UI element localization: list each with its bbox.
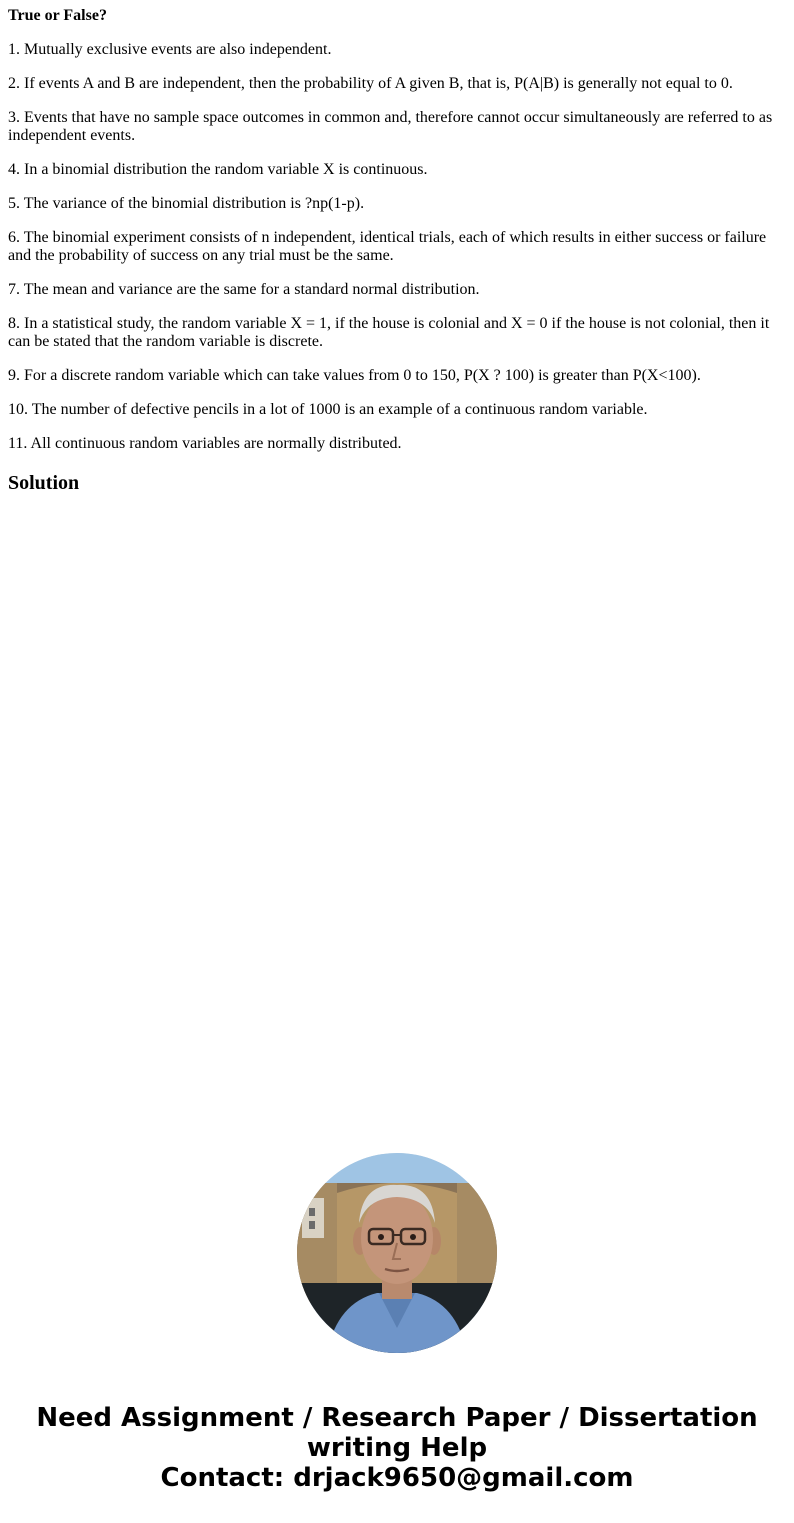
page-heading: True or False?: [8, 7, 107, 24]
promo-line: writing Help: [306, 1433, 488, 1463]
promo-banner: [0, 1403, 794, 1493]
question-item: 2. If events A and B are independent, then the probability of A given B, that is, P(A|B) is generally not equal to 0.: [8, 75, 733, 92]
question-item: 3. Events that have no sample space outcomes in common and, therefore cannot occur simultaneously are referred to as independent events.: [8, 109, 773, 144]
question-item: 7. The mean and variance are the same for a standard normal distribution.: [8, 281, 480, 298]
question-item: 4. In a binomial distribution the random variable X is continuous.: [8, 161, 428, 178]
promo-line: Need Assignment / Research Paper / Dissertation: [36, 1403, 758, 1433]
question-item: 1. Mutually exclusive events are also independent.: [8, 41, 332, 58]
question-item: 9. For a discrete random variable which can take values from 0 to 150, P(X ? 100) is greater than P(X<100).: [8, 367, 701, 384]
question-item: 10. The number of defective pencils in a lot of 1000 is an example of a continuous random variable.: [8, 401, 648, 418]
solution-heading: Solution: [8, 472, 80, 494]
promo-contact: Contact: drjack9650@gmail.com: [160, 1463, 634, 1493]
question-item: 8. In a statistical study, the random variable X = 1, if the house is colonial and X = 0 if the house is not colonial, then it can be stated that the random variable is discrete.: [8, 315, 770, 350]
question-item: 5. The variance of the binomial distribution is ?np(1-p).: [8, 195, 365, 212]
question-item: 11. All continuous random variables are normally distributed.: [8, 435, 402, 452]
question-item: 6. The binomial experiment consists of n independent, identical trials, each of which results in either success or failure and the probability of success on any trial must be the same.: [8, 229, 767, 264]
portrait-image: [297, 1153, 497, 1353]
question-content: [8, 7, 786, 494]
author-avatar: [297, 1153, 497, 1353]
